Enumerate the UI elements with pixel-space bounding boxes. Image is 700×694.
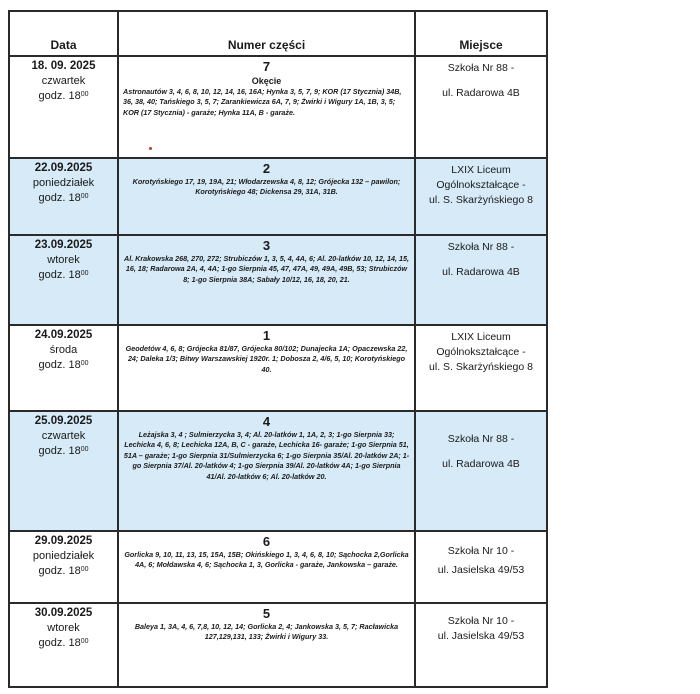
place-cell <box>415 603 547 687</box>
table-row <box>9 56 547 158</box>
part-cell <box>118 603 415 687</box>
part-number: 4 <box>262 414 271 429</box>
place-line-2: ul. Jasielska 49/53 <box>437 630 525 642</box>
date-cell <box>9 411 118 531</box>
date-cell <box>9 235 118 325</box>
date-cell <box>9 603 118 687</box>
part-addresses: Baleya 1, 3A, 4, 6, 7,8, 10, 12, 14; Gorlicka 2, 4; Jankowska 3, 5, 7; Racławicka 127,129,131, 133; Żwirki i Wigury 33. <box>134 622 399 642</box>
meeting-time: godz. $18^{00}$ <box>38 192 89 204</box>
table-row <box>9 531 547 603</box>
meeting-date: 30.09.2025 <box>34 607 93 619</box>
meeting-date: 24.09.2025 <box>34 329 93 341</box>
place-line-2: Ogólnokształcące - <box>436 179 526 191</box>
part-cell <box>118 158 415 235</box>
date-cell <box>9 56 118 158</box>
meeting-day: poniedziałek <box>32 550 95 562</box>
table-row <box>9 158 547 235</box>
place-line-1: Szkoła Nr 10 - <box>447 545 515 557</box>
place-line-2: ul. Radarowa 4B <box>442 87 520 99</box>
meeting-day: czwartek <box>41 75 86 87</box>
place-line-2: Ogólnokształcące - <box>436 346 526 358</box>
part-number: 2 <box>262 161 271 176</box>
header-date: Data <box>9 11 118 56</box>
meeting-day: poniedziałek <box>32 177 95 189</box>
meeting-day: wtorek <box>47 622 80 634</box>
place-line-3: ul. S. Skarżyńskiego 8 <box>429 361 533 373</box>
meeting-day: środa <box>49 344 78 356</box>
place-line-2: ul. Radarowa 4B <box>442 266 520 278</box>
header-row <box>9 11 547 56</box>
meeting-date: 25.09.2025 <box>34 415 93 427</box>
place-cell <box>415 56 547 158</box>
red-ink-dot <box>149 147 152 150</box>
part-addresses: Korotyńskiego 17, 19, 19A, 21; Włodarzewska 4, 8, 12; Grójecka 132 – pawilon; Korotyńskiego 48; Dickensa 29, 31A, 31B. <box>132 177 401 197</box>
part-cell <box>118 235 415 325</box>
place-cell <box>415 325 547 411</box>
place-line-1: Szkoła Nr 10 - <box>447 615 515 627</box>
part-addresses: Astronautów 3, 4, 6, 8, 10, 12, 14, 16, 16A; Hynka 3, 5, 7, 9; KOR (17 Stycznia) 34B, 36, 38, 40; Tańskiego 3, 5, 7; Zarankiewicza 6A, 7, 9; Żwirki i Wigury 1A, 1B, 3, 5; KOR (17 Stycznia) - garaże; Hynka 11A, B - garaże. <box>123 87 402 117</box>
meeting-time: godz. $18^{00}$ <box>38 359 89 371</box>
table-row <box>9 411 547 531</box>
schedule-table <box>8 10 548 688</box>
place-line-1: LXIX Liceum <box>451 164 511 176</box>
place-line-1: Szkoła Nr 88 - <box>447 433 515 445</box>
part-number: 5 <box>262 606 271 621</box>
meeting-time: godz. $18^{00}$ <box>38 269 89 281</box>
part-number: 1 <box>262 328 271 343</box>
meeting-time: godz. $18^{00}$ <box>38 90 89 102</box>
table-row <box>9 603 547 687</box>
table-row <box>9 235 547 325</box>
meeting-date: 18. 09. 2025 <box>31 60 96 72</box>
part-cell <box>118 56 415 158</box>
part-number: 7 <box>262 59 271 74</box>
place-cell <box>415 531 547 603</box>
date-cell <box>9 531 118 603</box>
meeting-date: 29.09.2025 <box>34 535 93 547</box>
part-cell <box>118 325 415 411</box>
header-part: Numer części <box>118 11 415 56</box>
meeting-day: czwartek <box>41 430 86 442</box>
table-row <box>9 325 547 411</box>
place-line-2: ul. Radarowa 4B <box>442 458 520 470</box>
part-cell <box>118 411 415 531</box>
place-line-1: Szkoła Nr 88 - <box>447 62 515 74</box>
meeting-time: godz. $18^{00}$ <box>38 445 89 457</box>
place-cell <box>415 158 547 235</box>
part-cell <box>118 531 415 603</box>
meeting-time: godz. $18^{00}$ <box>38 637 89 649</box>
part-subtitle: Okęcie <box>251 76 282 86</box>
part-addresses: Geodetów 4, 6, 8; Grójecka 81/87, Grójecka 80/102; Dunajecka 1A; Opaczewska 22, 24; Daleka 1/3; Bitwy Warszawskiej 1920r. 1; Dobosza 2, 4/6, 5, 10; Korotyńskiego 40. <box>125 344 408 374</box>
part-addresses: Gorlicka 9, 10, 11, 13, 15, 15A, 15B; Okińskiego 1, 3, 4, 6, 8, 10; Sąchocka 2,Gorlicka 4A, 6; Mołdawska 4, 6; Sąchocka 1, 3, Gorlicka - garaże, Jankowska – garaże. <box>124 550 409 570</box>
meeting-date: 22.09.2025 <box>34 162 93 174</box>
meeting-date: 23.09.2025 <box>34 239 93 251</box>
place-line-3: ul. S. Skarżyńskiego 8 <box>429 194 533 206</box>
place-line-2: ul. Jasielska 49/53 <box>437 564 525 576</box>
place-cell <box>415 235 547 325</box>
place-line-1: Szkoła Nr 88 - <box>447 241 515 253</box>
meeting-day: wtorek <box>47 254 80 266</box>
date-cell <box>9 325 118 411</box>
part-number: 6 <box>262 534 271 549</box>
part-addresses: Al. Krakowska 268, 270, 272; Strubiczów 1, 3, 5, 4, 4A, 6; Al. 20-latków 10, 12, 14, 15, 16, 18; Radarowa 2A, 4, 4A; 1-go Sierpnia 45, 47, 47A, 49, 49A, 49B, 53; Strubiczów 8; 1-go Sierpnia 38A; Sabały 10/12, 16, 18, 20, 21. <box>124 254 409 284</box>
header-place: Miejsce <box>415 11 547 56</box>
part-number: 3 <box>262 238 271 253</box>
place-line-1: LXIX Liceum <box>451 331 511 343</box>
meeting-time: godz. $18^{00}$ <box>38 565 89 577</box>
place-cell <box>415 411 547 531</box>
date-cell <box>9 158 118 235</box>
part-addresses: Leżajska 3, 4 ; Sulmierzycka 3, 4; Al. 20-latków 1, 1A, 2, 3; 1-go Sierpnia 33; Lechicka 4, 6, 8; Lechicka 12A, B, C - garaże, Lechicka 16- garaże; 1-go Sierpnia 51, 51A – garaże; 1-go Sierpnia 31/Sulmierzycka 6; 1-go Sierpnia 35/Al. 20-latków 2A; 1-go Sierpnia 37/Al. 20-latków 4; 1-go Sierpnia 39/Al. 20-latków 4A; 1-go Sierpnia 41/Al. 20-latków 6; Al. 20-latków 20. <box>123 430 410 481</box>
